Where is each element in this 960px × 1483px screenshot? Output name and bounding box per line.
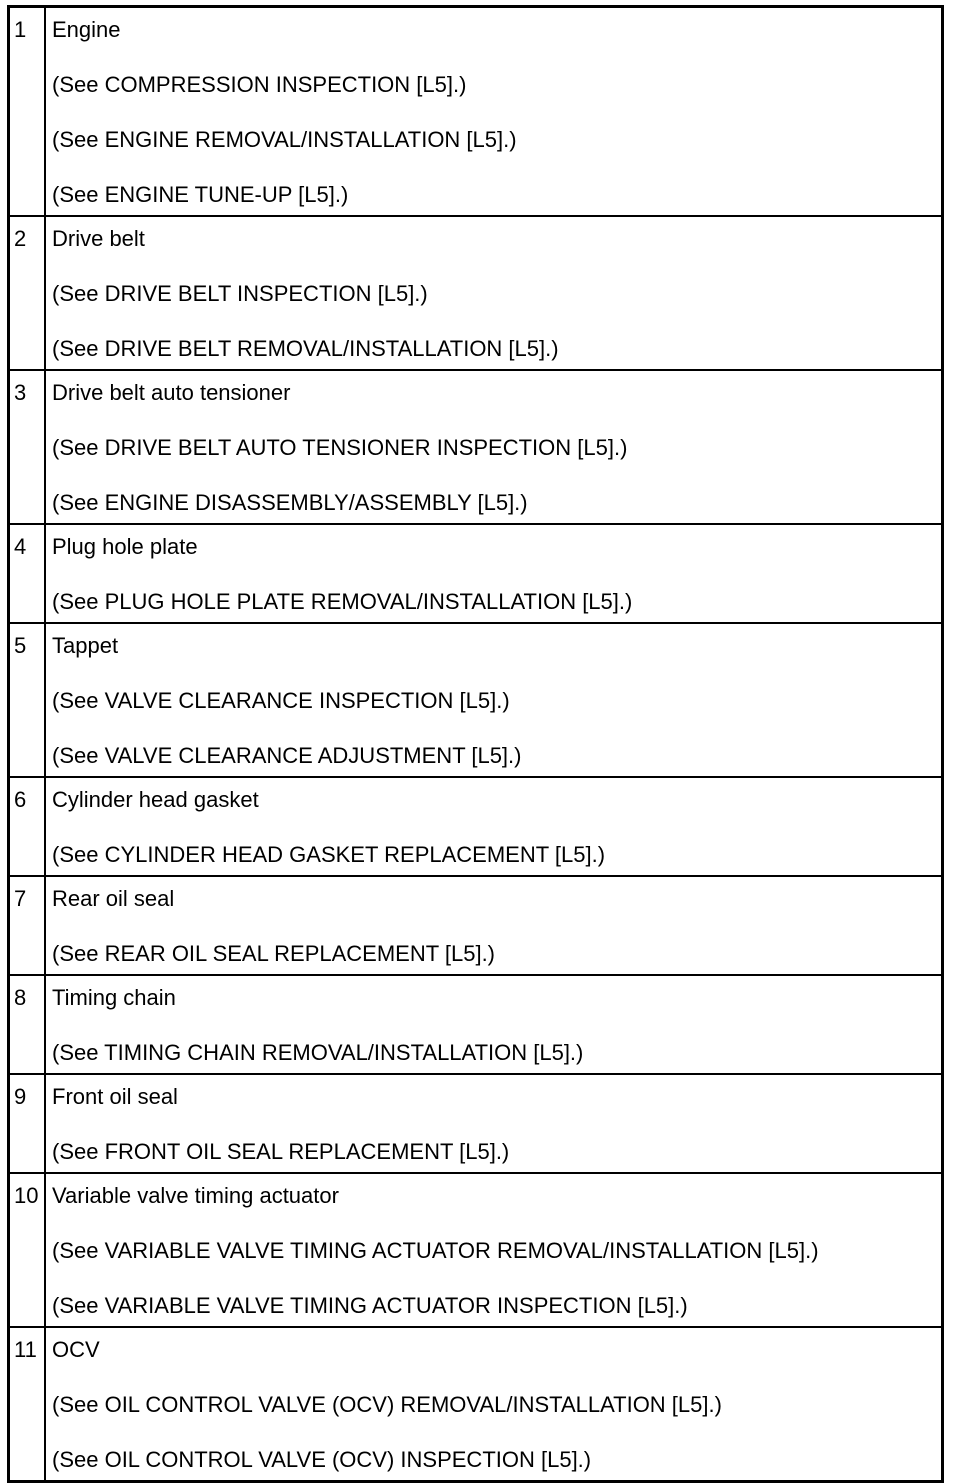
row-number: 5 [10, 624, 46, 776]
procedure-reference-link[interactable]: (See ENGINE REMOVAL/INSTALLATION [L5].) [52, 127, 517, 152]
row-content [46, 1328, 941, 1480]
row-number: 2 [10, 217, 46, 369]
procedure-reference-link[interactable]: (See DRIVE BELT AUTO TENSIONER INSPECTION [L5].) [52, 435, 628, 460]
component-title: Timing chain [52, 985, 176, 1010]
component-title: Tappet [52, 633, 119, 658]
component-title: Drive belt auto tensioner [52, 380, 291, 405]
component-title: Cylinder head gasket [52, 787, 259, 812]
procedure-reference-link[interactable]: (See REAR OIL SEAL REPLACEMENT [L5].) [52, 941, 496, 966]
row-content [46, 525, 941, 622]
procedure-reference-link[interactable]: (See OIL CONTROL VALVE (OCV) REMOVAL/INSTALLATION [L5].) [52, 1392, 722, 1417]
table-row [10, 1326, 941, 1480]
row-number: 10 [10, 1174, 46, 1326]
row-number: 11 [10, 1328, 46, 1480]
row-content [46, 778, 941, 875]
component-title: Plug hole plate [52, 534, 198, 559]
table-row [10, 875, 941, 974]
table-row [10, 974, 941, 1073]
component-title: Drive belt [52, 226, 145, 251]
procedure-reference-link[interactable]: (See PLUG HOLE PLATE REMOVAL/INSTALLATION [L5].) [52, 589, 633, 614]
procedure-reference-link[interactable]: (See ENGINE TUNE-UP [L5].) [52, 182, 349, 207]
procedure-reference-link[interactable]: (See ENGINE DISASSEMBLY/ASSEMBLY [L5].) [52, 490, 528, 515]
row-content [46, 8, 941, 215]
row-content [46, 217, 941, 369]
row-number: 9 [10, 1075, 46, 1172]
procedure-reference-link[interactable]: (See VALVE CLEARANCE ADJUSTMENT [L5].) [52, 743, 522, 768]
row-content [46, 1174, 941, 1326]
row-number: 4 [10, 525, 46, 622]
component-title: Variable valve timing actuator [52, 1183, 339, 1208]
table-row [10, 8, 941, 215]
row-number: 3 [10, 371, 46, 523]
row-content [46, 371, 941, 523]
component-title: OCV [52, 1337, 100, 1362]
row-content [46, 976, 941, 1073]
procedure-reference-link[interactable]: (See OIL CONTROL VALVE (OCV) INSPECTION [L5].) [52, 1447, 592, 1472]
table-row [10, 622, 941, 776]
table-row [10, 369, 941, 523]
row-content [46, 1075, 941, 1172]
table-row [10, 215, 941, 369]
procedure-reference-link[interactable]: (See TIMING CHAIN REMOVAL/INSTALLATION [L5].) [52, 1040, 584, 1065]
procedure-reference-link[interactable]: (See DRIVE BELT REMOVAL/INSTALLATION [L5].) [52, 336, 559, 361]
table-row [10, 1073, 941, 1172]
row-content [46, 624, 941, 776]
row-number: 1 [10, 8, 46, 215]
procedure-reference-link[interactable]: (See VALVE CLEARANCE INSPECTION [L5].) [52, 688, 510, 713]
procedure-reference-link[interactable]: (See FRONT OIL SEAL REPLACEMENT [L5].) [52, 1139, 510, 1164]
component-reference-table [7, 5, 944, 1483]
procedure-reference-link[interactable]: (See VARIABLE VALVE TIMING ACTUATOR INSPECTION [L5].) [52, 1293, 688, 1318]
procedure-reference-link[interactable]: (See DRIVE BELT INSPECTION [L5].) [52, 281, 428, 306]
component-title: Engine [52, 17, 121, 42]
row-number: 6 [10, 778, 46, 875]
row-content [46, 877, 941, 974]
component-title: Rear oil seal [52, 886, 175, 911]
row-number: 7 [10, 877, 46, 974]
component-title: Front oil seal [52, 1084, 178, 1109]
procedure-reference-link[interactable]: (See CYLINDER HEAD GASKET REPLACEMENT [L5].) [52, 842, 606, 867]
procedure-reference-link[interactable]: (See COMPRESSION INSPECTION [L5].) [52, 72, 467, 97]
procedure-reference-link[interactable]: (See VARIABLE VALVE TIMING ACTUATOR REMOVAL/INSTALLATION [L5].) [52, 1238, 819, 1263]
row-number: 8 [10, 976, 46, 1073]
table-row [10, 523, 941, 622]
table-row [10, 776, 941, 875]
table-row [10, 1172, 941, 1326]
